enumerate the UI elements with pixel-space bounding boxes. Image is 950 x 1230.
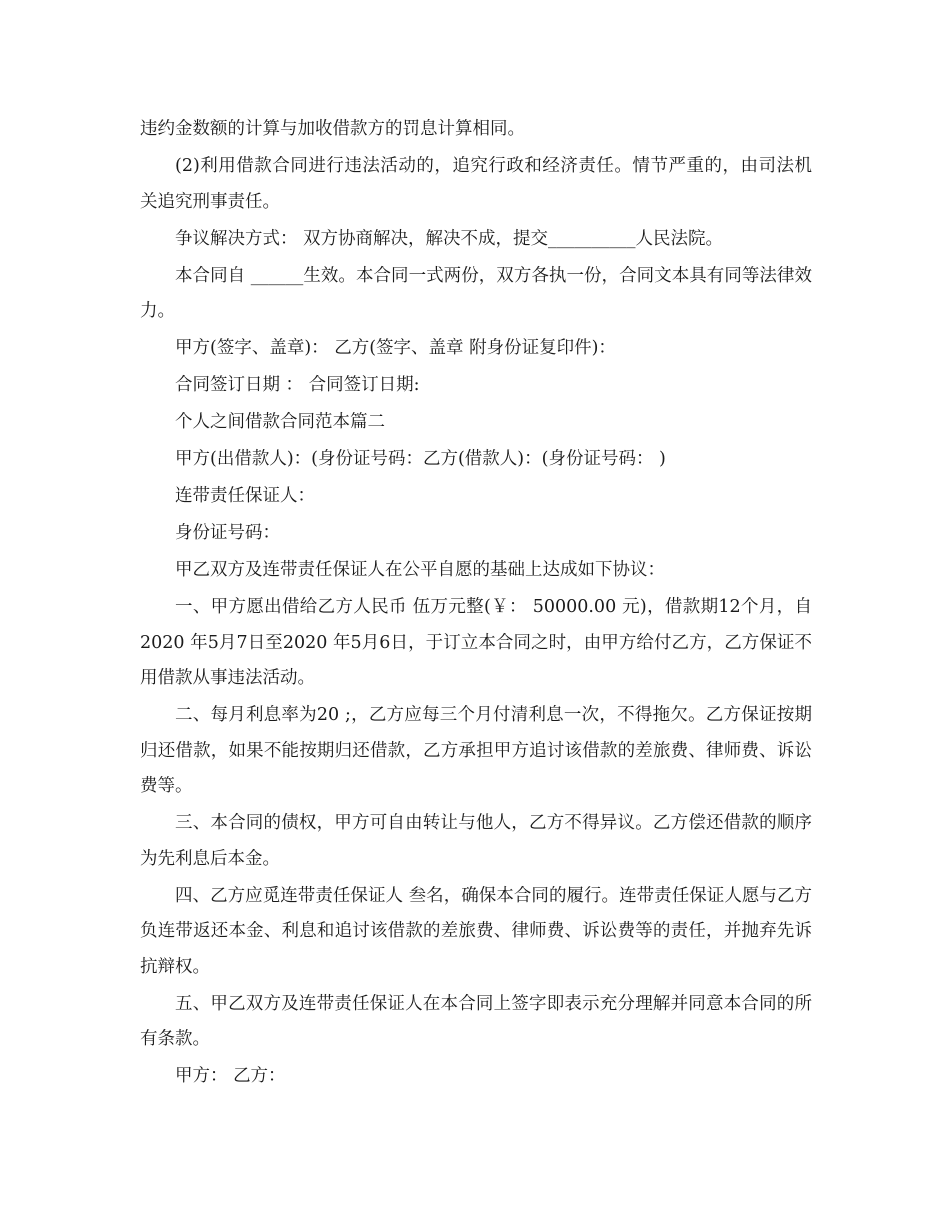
document-body xyxy=(140,112,812,1096)
paragraph-dispute-resolution: 争议解决方式： 双方协商解决，解决不成，提交__________人民法院。 xyxy=(175,228,724,249)
paragraph-penalty-calculation: 违约金数额的计算与加收借款方的罚息计算相同。 xyxy=(140,119,525,139)
clause-five: 五、甲乙双方及连带责任保证人在本合同上签字即表示充分理解并同意本合同的所有条款。 xyxy=(140,993,812,1049)
clause-two: 二、每月利息率为20 ;，乙方应每三个月付清利息一次，不得拖欠。乙方保证按期归还借款，如果不能按期归还借款，乙方承担甲方追讨该借款的差旅费、律师费、诉讼费等。 xyxy=(140,705,812,796)
clause-one: 一、甲方愿出借给乙方人民币 伍万元整(￥： 50000.00 元)，借款期12个月，自2020 年5月7日至2020 年5月6日，于订立本合同之时，由甲方给付乙方，乙方保证不用借款从事违法活动。 xyxy=(140,597,812,688)
section-heading: 个人之间借款合同范本篇二 xyxy=(175,412,385,432)
paragraph-signatures: 甲方(签字、盖章)： 乙方(签字、盖章 附身份证复印件)： xyxy=(175,338,616,358)
paragraph-parties: 甲方(出借款人)：(身份证号码：乙方(借款人)：(身份证号码： ) xyxy=(175,449,666,469)
paragraph-effective-date: 本合同自 ______生效。本合同一式两份，双方各执一份，合同文本具有同等法律效力。 xyxy=(140,265,812,321)
paragraph-agreement-intro: 甲乙双方及连带责任保证人在公平自愿的基础上达成如下协议： xyxy=(175,560,665,580)
paragraph-illegal-activity: (2)利用借款合同进行违法活动的，追究行政和经济责任。情节严重的，由司法机关追究刑事责任。 xyxy=(140,156,812,212)
clause-three: 三、本合同的债权，甲方可自由转让与他人，乙方不得异议。乙方偿还借款的顺序为先利息后本金。 xyxy=(140,813,812,869)
paragraph-guarantor: 连带责任保证人： xyxy=(175,486,315,506)
paragraph-id-number: 身份证号码： xyxy=(175,523,280,543)
clause-four: 四、乙方应觅连带责任保证人 叁名，确保本合同的履行。连带责任保证人愿与乙方负连带返还本金、利息和追讨该借款的差旅费、律师费、诉讼费等的责任，并抛弃先诉抗辩权。 xyxy=(140,885,812,977)
paragraph-signing-dates: 合同签订日期 ： 合同签订日期: xyxy=(175,375,420,395)
paragraph-party-signatures: 甲方： 乙方： xyxy=(175,1066,286,1086)
